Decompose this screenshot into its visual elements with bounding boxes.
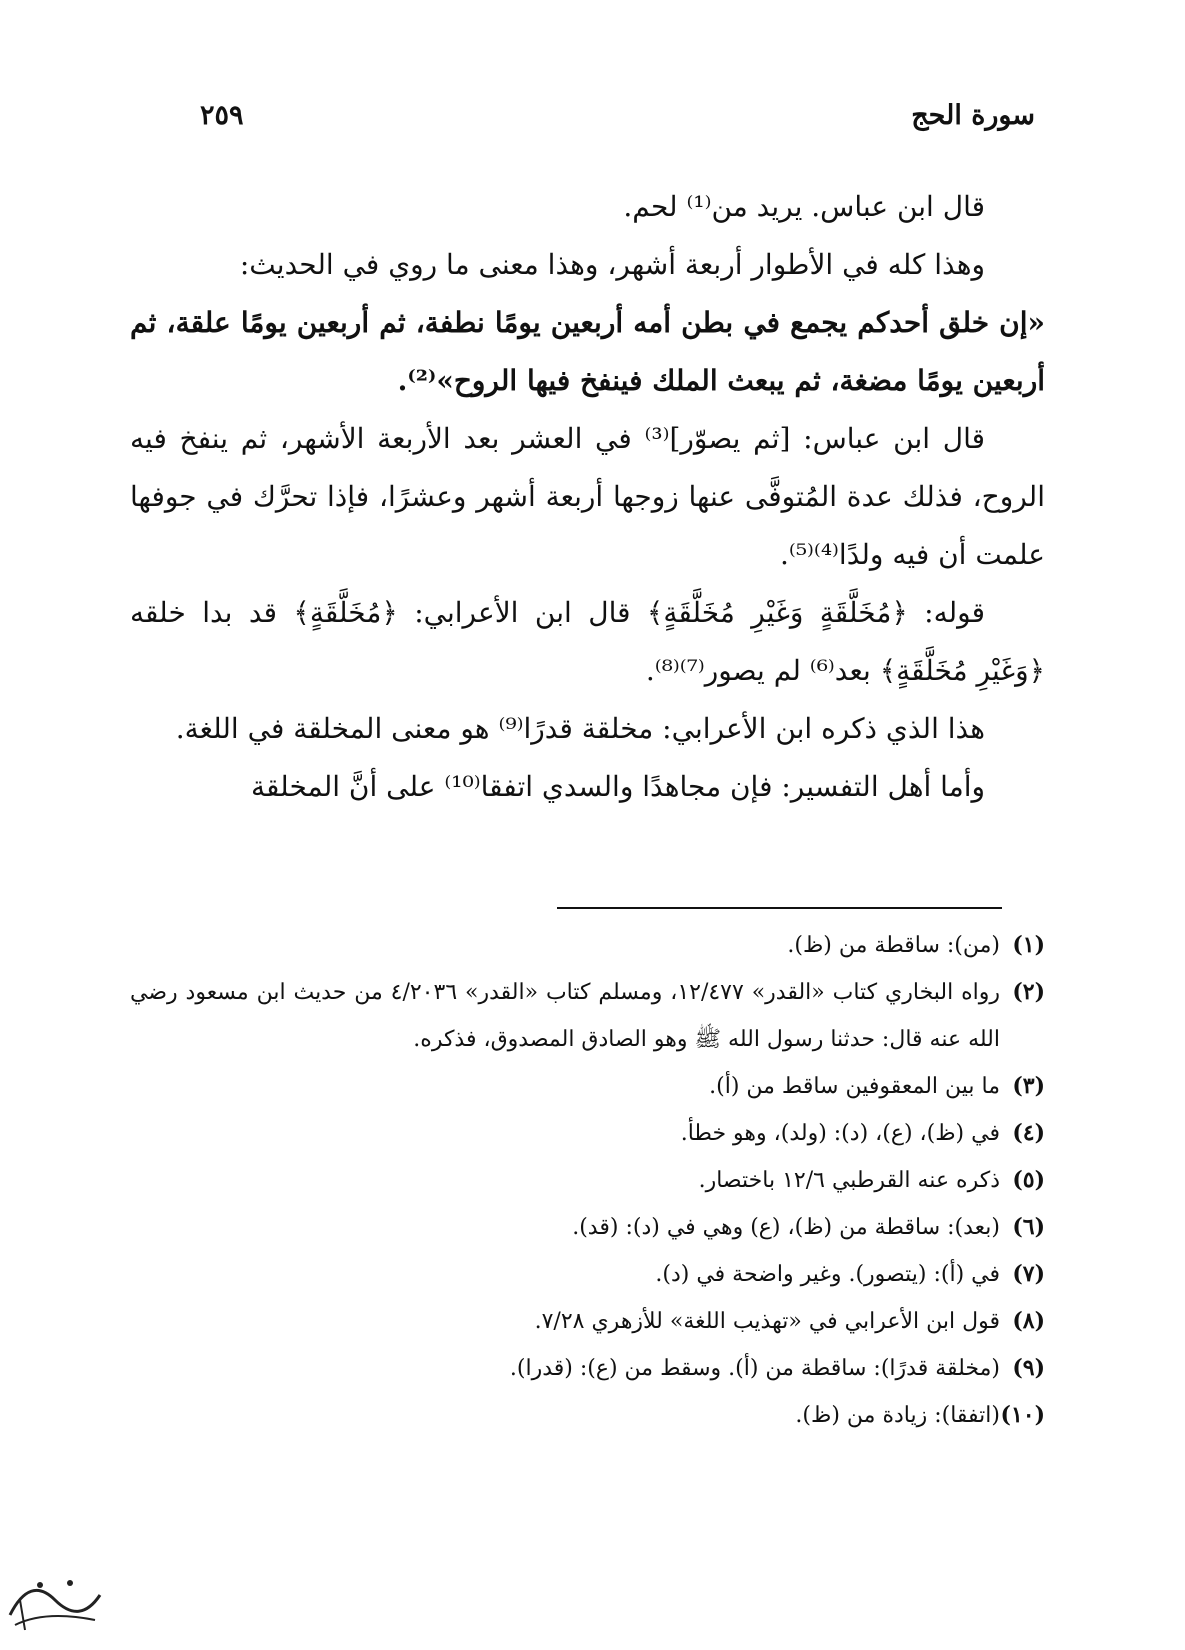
footnote-text: (مخلقة قدرًا): ساقطة من (أ). وسقط من (ع): (قدرا). [509, 1356, 1000, 1381]
footnote [130, 1110, 1045, 1157]
footnote [130, 969, 1045, 1063]
footnote-divider [557, 907, 1002, 909]
footnote [130, 1392, 1045, 1439]
footnote-number: (١) [1012, 932, 1045, 958]
footnote-text: في (ظ)، (ع)، (د): (ولد)، وهو خطأ. [680, 1121, 1000, 1146]
hadith-quote: «إن خلق أحدكم يجمع في بطن أمه أربعين يومًا نطفة، ثم أربعين يومًا علقة، ثم أربعين يومًا مضغة، ثم يبعث الملك فينفخ فيها الروح»⁽²⁾. [130, 306, 1045, 397]
paragraph: وأما أهل التفسير: فإن مجاهدًا والسدي اتفقا⁽¹⁰⁾ على أنَّ المخلقة [251, 770, 985, 803]
paragraph: هذا الذي ذكره ابن الأعرابي: مخلقة قدرًا⁽⁹⁾ هو معنى المخلقة في اللغة. [175, 712, 985, 745]
footnote [130, 1345, 1045, 1392]
footnote [130, 922, 1045, 969]
paragraph: قوله: ﴿مُخَلَّقَةٍ وَغَيْرِ مُخَلَّقَةٍ﴾ قال ابن الأعرابي: ﴿مُخَلَّقَةٍ﴾ قد بدا خلقه ﴿وَغَيْرِ مُخَلَّقَةٍ﴾ بعد⁽⁶⁾ لم يصور⁽⁷⁾⁽⁸⁾. [130, 596, 1045, 687]
footnote-number: (١٠) [1000, 1402, 1045, 1428]
main-text [130, 178, 1045, 816]
watermark-logo [0, 1555, 110, 1645]
footnote-text: ذكره عنه القرطبي ١٢/٦ باختصار. [698, 1168, 1000, 1193]
footnote-number: (٦) [1012, 1214, 1045, 1240]
footnote [130, 1157, 1045, 1204]
running-title: سورة الحج [911, 99, 1035, 131]
footnote-text: ما بين المعقوفين ساقط من (أ). [709, 1074, 1000, 1099]
footnote-number: (٧) [1012, 1261, 1045, 1287]
footnote [130, 1063, 1045, 1110]
footnote-text: (بعد): ساقطة من (ظ)، (ع) وهي في (د): (قد). [572, 1215, 1000, 1240]
footnote-number: (٨) [1012, 1308, 1045, 1334]
footnote-text: رواه البخاري كتاب «القدر» ١٢/٤٧٧، ومسلم كتاب «القدر» ٤/٢٠٣٦ من حديث ابن مسعود رضي الله عنه قال: حدثنا رسول الله ﷺ وهو الصادق المصدوق، فذكره. [130, 980, 1000, 1052]
paragraph: وهذا كله في الأطوار أربعة أشهر، وهذا معنى ما روي في الحديث: [239, 248, 985, 281]
paragraph: قال ابن عباس. يريد من⁽¹⁾ لحم. [623, 190, 985, 223]
footnote-number: (٤) [1012, 1120, 1045, 1146]
footnote-text: (اتفقا): زيادة من (ظ). [795, 1403, 1000, 1428]
footnote [130, 1204, 1045, 1251]
footnote-text: (من): ساقطة من (ظ). [787, 933, 1000, 958]
footnote-text: في (أ): (يتصور). وغير واضحة في (د). [655, 1262, 1000, 1287]
page-number: ٢٥٩ [200, 99, 244, 131]
footnote-number: (٢) [1012, 979, 1045, 1005]
footnote-number: (٣) [1012, 1073, 1045, 1099]
page-header [200, 95, 1035, 135]
footnote-number: (٥) [1012, 1167, 1045, 1193]
footnote-text: قول ابن الأعرابي في «تهذيب اللغة» للأزهري ٧/٢٨. [534, 1309, 1000, 1334]
footnotes [130, 922, 1045, 1439]
paragraph: قال ابن عباس: [ثم يصوّر]⁽³⁾ في العشر بعد الأربعة الأشهر، ثم ينفخ فيه الروح، فذلك عدة المُتوفَّى عنها زوجها أربعة أشهر وعشرًا، فإذا تحرَّك في جوفها علمت أن فيه ولدًا⁽⁴⁾⁽⁵⁾. [130, 422, 1045, 571]
footnote [130, 1251, 1045, 1298]
footnote-number: (٩) [1012, 1355, 1045, 1381]
footnote [130, 1298, 1045, 1345]
